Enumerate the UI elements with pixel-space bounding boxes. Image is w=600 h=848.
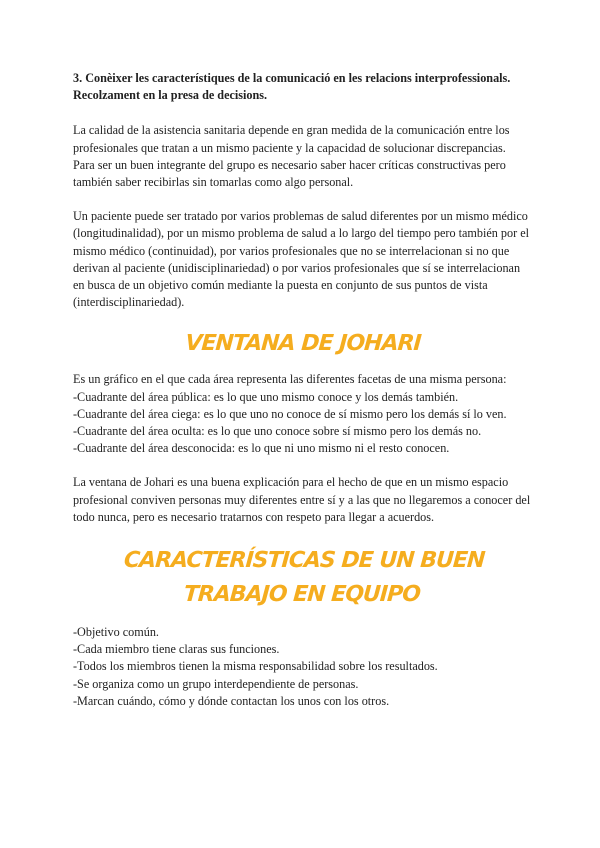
paragraph-patient-care-types: Un paciente puede ser tratado por varios problemas de salud diferentes por un mismo médico (longitudinalidad), por un mismo problema de salud a lo largo del tiempo pero también por el mismo médico (continuidad), por varios profesionales que no se interrelacionan si no que derivan al paciente (unidisciplinariedad) o por varios profesionales que sí se interrelacionan en busca de un objetivo común mediante la puesta en conjunto de sus puntos de vista (interdisciplinariedad). (73, 209, 530, 310)
teamwork-title: CARACTERÍSTICAS DE UN BUEN TRABAJO EN EQUIPO (123, 548, 486, 608)
paragraph-group-member: Para ser un buen integrante del grupo es necesario saber hacer críticas constructivas pero también saber recibirlas sin tomarlas como algo personal. (73, 157, 506, 190)
team-item-interdependent-group: -Se organiza como un grupo interdependiente de personas. (73, 676, 359, 691)
johari-window-title: VENTANA DE JOHARI (184, 331, 422, 357)
team-item-clear-functions: -Cada miembro tiene claras sus funciones. (73, 642, 280, 657)
team-item-contact-plan: -Marcan cuándo, cómo y dónde contactan los unos con los otros. (73, 693, 390, 708)
spacer (73, 457, 533, 474)
team-item-common-goal: -Objetivo común. (73, 625, 159, 640)
team-item-shared-responsibility: -Todos los miembros tienen la misma responsabilidad sobre los resultados. (73, 659, 438, 674)
johari-item-public: -Cuadrante del área pública: es lo que uno mismo conoce y los demás también. (73, 389, 459, 404)
section-heading: 3. Conèixer les característiques de la comunicació en les relacions interprofessionals. Recolzament en la presa de decisions. (73, 71, 511, 103)
spacer (73, 191, 533, 208)
johari-item-unknown: -Cuadrante del área desconocida: es lo que ni uno mismo ni el resto conocen. (73, 441, 450, 456)
johari-conclusion: La ventana de Johari es una buena explicación para el hecho de que en un mismo espacio profesional conviven personas muy diferentes entre sí y a las que no llegaremos a conocer del todo nunca, pero es necesario tratarnos con respeto para llegar a acuerdos. (73, 475, 531, 524)
document-content (73, 70, 533, 710)
johari-intro: Es un gráfico en el que cada área representa las diferentes facetas de una misma persona: (73, 372, 507, 387)
johari-item-hidden: -Cuadrante del área oculta: es lo que uno conoce sobre sí mismo pero los demás no. (73, 424, 482, 439)
johari-item-blind: -Cuadrante del área ciega: es lo que uno no conoce de sí mismo pero los demás sí lo ven. (73, 406, 507, 421)
paragraph-communication-quality: La calidad de la asistencia sanitaria depende en gran medida de la comunicación entre los profesionales que tratan a un mismo paciente y la capacidad de solucionar discrepancias. (73, 123, 510, 155)
